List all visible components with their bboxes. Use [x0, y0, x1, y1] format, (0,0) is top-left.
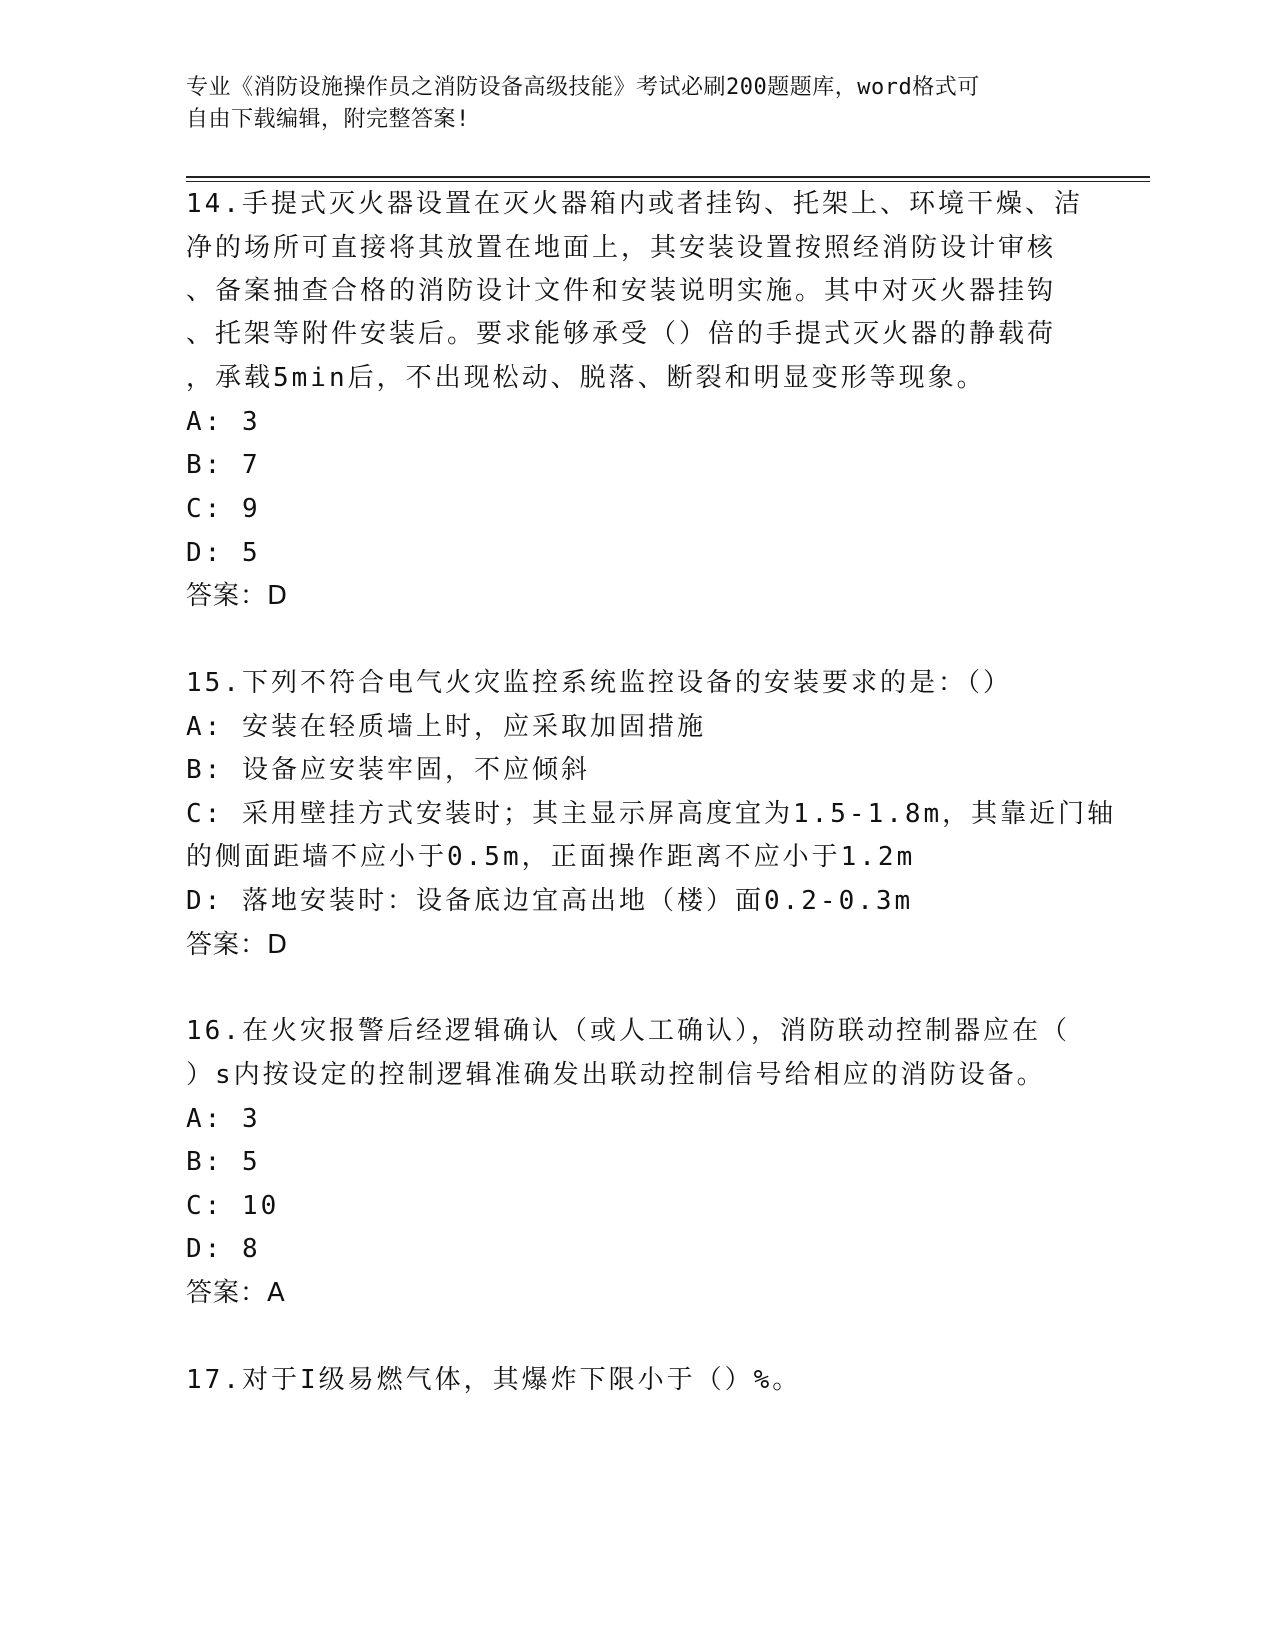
- question-text-line: 、备案抽查合格的消防设计文件和安装说明实施。其中对灭火器挂钩: [186, 276, 1057, 306]
- question-text-line: ）s内按设定的控制逻辑准确发出联动控制信号给相应的消防设备。: [186, 1060, 1046, 1090]
- question-text-line: ，承载5min后，不出现松动、脱落、断裂和明显变形等现象。: [186, 363, 986, 393]
- header-line-1: 专业《消防设施操作员之消防设备高级技能》考试必刷200题题库，word格式可: [186, 75, 980, 100]
- option-d: D: 落地安装时：设备底边宜高出地（楼）面0.2-0.3m: [186, 886, 914, 916]
- header-divider-thin: [186, 181, 1150, 182]
- option-d: D: 5: [186, 538, 261, 568]
- option-b: B: 5: [186, 1147, 261, 1177]
- option-c: C: 10: [186, 1191, 280, 1221]
- option-a: A: 安装在轻质墙上时，应采取加固措施: [186, 712, 706, 742]
- option-d: D: 8: [186, 1234, 261, 1264]
- option-c: C: 采用壁挂方式安装时；其主显示屏高度宜为1.5-1.8m，其靠近门轴: [186, 799, 1117, 829]
- question-text-line: 14.手提式灭火器设置在灭火器箱内或者挂钩、托架上、环境干燥、洁: [186, 189, 1083, 219]
- question-text-line: 16.在火灾报警后经逻辑确认（或人工确认），消防联动控制器应在（: [186, 1016, 1070, 1046]
- option-b: B: 7: [186, 450, 261, 480]
- option-b: B: 设备应安装牢固，不应倾斜: [186, 755, 590, 785]
- answer-label: 答案：D: [186, 930, 289, 960]
- option-c: C: 9: [186, 494, 261, 524]
- question-text-line: 15.下列不符合电气火灾监控系统监控设备的安装要求的是：（）: [186, 668, 1012, 698]
- header-line-2: 自由下载编辑，附完整答案!: [186, 107, 470, 132]
- document-header: [186, 72, 1086, 136]
- question-text-line: 、托架等附件安装后。要求能够承受（）倍的手提式灭火器的静载荷: [186, 319, 1057, 349]
- option-c-continued: 的侧面距墙不应小于0.5m，正面操作距离不应小于1.2m: [186, 842, 916, 872]
- question-text-line: 净的场所可直接将其放置在地面上，其安装设置按照经消防设计审核: [186, 233, 1057, 263]
- question-text-line: 17.对于I级易燃气体，其爆炸下限小于（）%。: [186, 1365, 802, 1395]
- header-divider: [186, 176, 1150, 178]
- option-a: A: 3: [186, 1104, 261, 1134]
- option-a: A: 3: [186, 407, 261, 437]
- answer-label: 答案：A: [186, 1278, 286, 1308]
- answer-label: 答案：D: [186, 581, 289, 611]
